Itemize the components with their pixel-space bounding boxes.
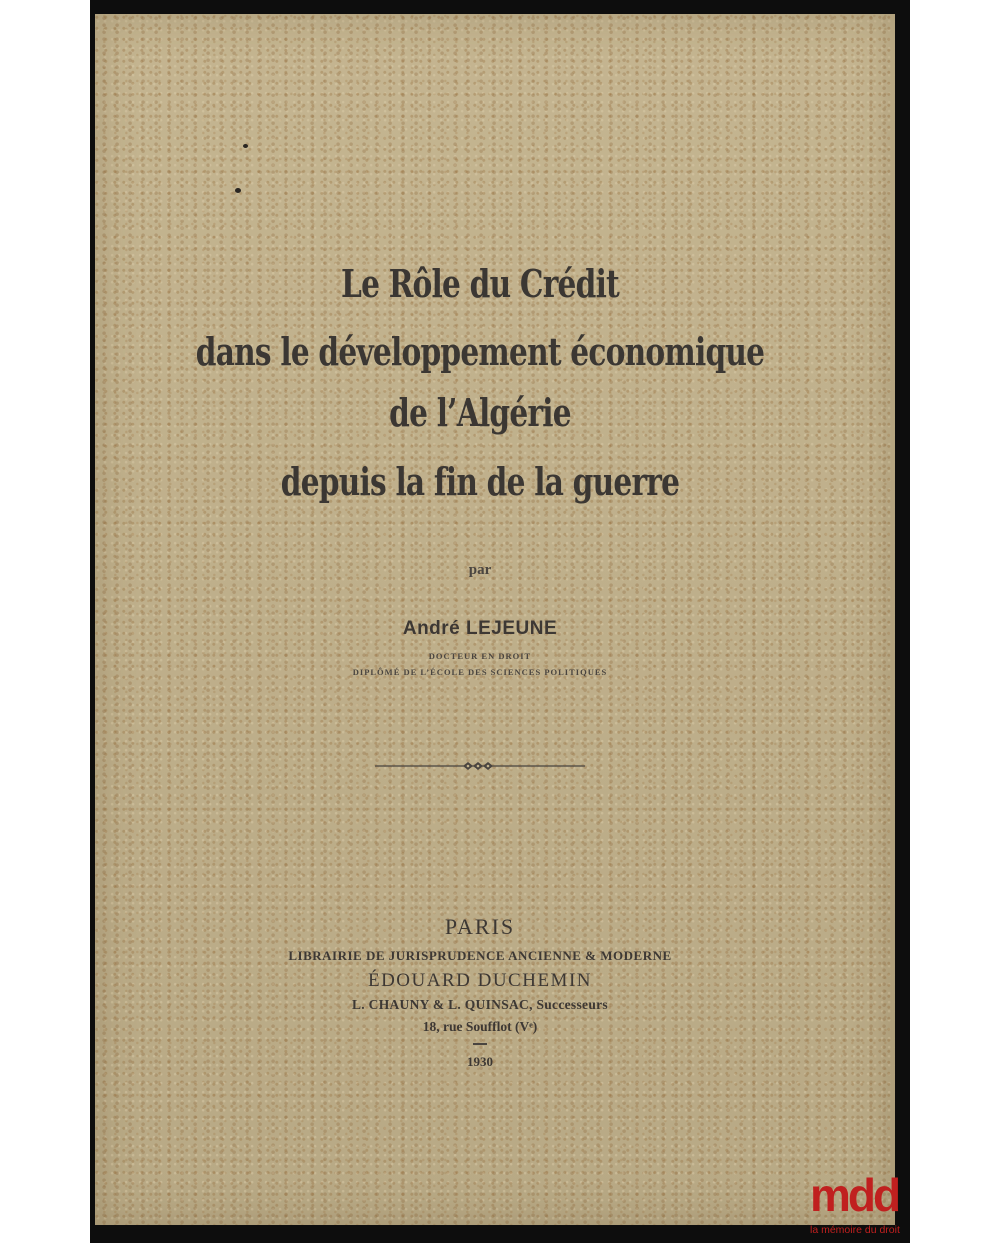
- author-qualification-2: DIPLÔMÉ DE L’ÉCOLE DES SCIENCES POLITIQUES: [352, 667, 608, 677]
- logo-mark: mdd: [810, 1169, 899, 1221]
- year-separator: [473, 1043, 487, 1045]
- title-line-2: dans le développement économique: [195, 329, 765, 374]
- author-name: André LEJEUNE: [402, 618, 558, 639]
- publisher-address: 18, rue Soufflot (Vᵉ): [422, 1019, 538, 1034]
- author-qualification-1: DOCTEUR EN DROIT: [428, 651, 532, 661]
- publisher-successors: L. CHAUNY & L. QUINSAC, Successeurs: [351, 997, 608, 1012]
- publisher-editor: ÉDOUARD DUCHEMIN: [367, 970, 593, 991]
- book-cover: [95, 14, 895, 1225]
- ornamental-rule: [375, 759, 585, 773]
- watermark-logo: [810, 1170, 1000, 1243]
- paper-speck: [243, 144, 248, 148]
- title-line-3: de l’Algérie: [389, 390, 571, 435]
- publication-year: 1930: [467, 1054, 493, 1069]
- paper-speck: [235, 188, 241, 193]
- title-line-1: Le Rôle du Crédit: [341, 261, 619, 306]
- logo-caption: la mémoire du droit: [810, 1224, 900, 1236]
- title-line-4: depuis la fin de la guerre: [280, 459, 680, 504]
- publication-city: PARIS: [444, 914, 516, 939]
- publisher-name: LIBRAIRIE DE JURISPRUDENCE ANCIENNE & MODERNE: [288, 948, 672, 963]
- by-label: par: [468, 562, 492, 578]
